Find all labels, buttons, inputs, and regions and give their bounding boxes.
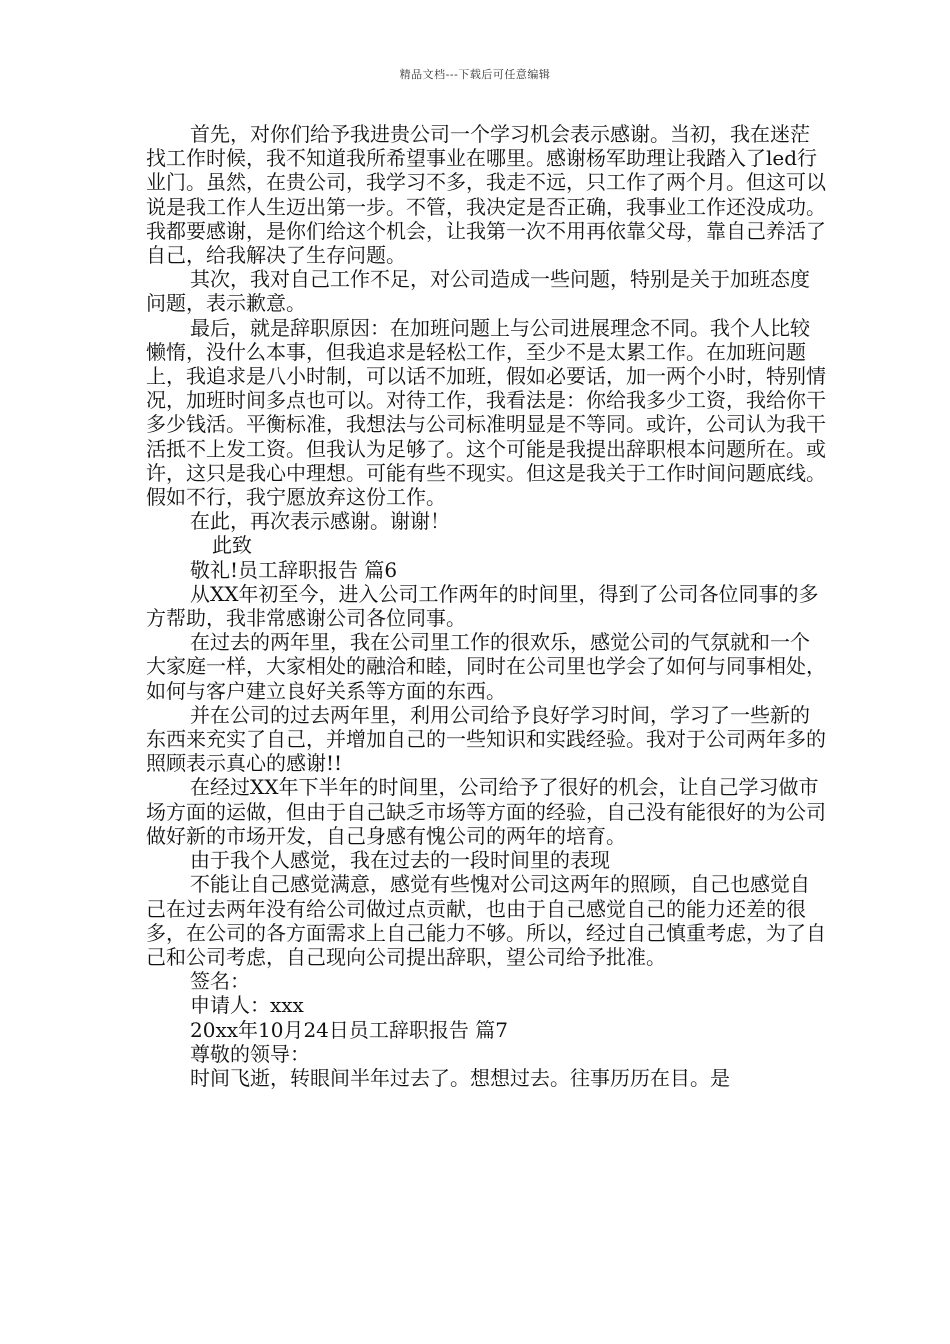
paragraph-intro: 从XX年初至今，进入公司工作两年的时间里，得到了公司各位同事的多方帮助，我非常感谢公司各位同事。 <box>146 581 819 631</box>
signature-label: 签名： <box>190 969 250 994</box>
paragraph-reason: 最后，就是辞职原因：在加班问题上与公司进展理念不同。我个人比较懒惰，没什么本事，但我追求是轻松工作，至少不是太累工作。在加班问题上，我追求是八小时制，可以话不加班，假如必要话，加一两个小时，特别情况，加班时间多点也可以。对待工作，我看法是：你给我多少工资，我给你干多少钱活。平衡标准，我想法与公司标准明显是不等同。或许，公司认为我干活抵不上发工资。但我认为足够了。这个可能是我提出辞职根本问题所在。或许，这只是我心中理想。可能有些不现实。但这是我关于工作时间问题底线。假如不行，我宁愿放弃这份工作。 <box>146 315 826 510</box>
greeting-line: 尊敬的领导： <box>190 1041 310 1066</box>
paragraph-thanks-again: 在此，再次表示感谢。谢谢！ <box>190 509 450 534</box>
paragraph-resignation-request: 不能让自己感觉满意，感觉有些愧对公司这两年的照顾，自己也感觉自己在过去两年没有给公司做过点贡献，也由于自己感觉自己的能力还差的很多，在公司的各方面需求上自己能力不够。所以，经过自己慎重考虑，为了自己和公司考虑，自己现向公司提出辞职，望公司给予批准。 <box>146 872 826 969</box>
paragraph-market: 在经过XX年下半年的时间里，公司给予了很好的机会，让自己学习做市场方面的运做，但由于自己缺乏市场等方面的经验，自己没有能很好的为公司做好新的市场开发，自己身感有愧公司的两年的培育。 <box>146 775 826 848</box>
paragraph-performance: 由于我个人感觉，我在过去的一段时间里的表现 <box>190 848 610 873</box>
paragraph-apology: 其次，我对自己工作不足，对公司造成一些问题，特别是关于加班态度问题，表示歉意。 <box>146 267 810 316</box>
document-body <box>146 122 826 1090</box>
closing-salutation: 此致 <box>212 533 252 558</box>
paragraph-thanks: 首先，对你们给予我进贵公司一个学习机会表示感谢。当初，我在迷茫找工作时候，我不知道我所希望事业在哪里。感谢杨军助理让我踏入了led行业门。虽然，在贵公司，我学习不多，我走不远，只工作了两个月。但这可以说是我工作人生迈出第一步。不管，我决定是否正确，我事业工作还没成功。我都要感谢，是你们给这个机会，让我第一次不用再依靠父母，靠自己养活了自己，给我解决了生存问题。 <box>146 122 826 268</box>
applicant-line: 申请人：xxx <box>190 993 304 1018</box>
paragraph-learning: 并在公司的过去两年里，利用公司给予良好学习时间，学习了一些新的东西来充实了自己，并增加自己的一些知识和实践经验。我对于公司两年多的照顾表示真心的感谢!! <box>146 702 826 776</box>
closing-regards-section-title: 敬礼!员工辞职报告 篇6 <box>190 557 398 582</box>
date-section-title: 20xx年10月24日员工辞职报告 篇7 <box>190 1017 508 1042</box>
page-header: 精品文档---下载后可任意编辑 <box>399 68 551 81</box>
paragraph-past-two-years: 在过去的两年里，我在公司里工作的很欢乐，感觉公司的气氛就和一个大家庭一样，大家相处的融洽和睦，同时在公司里也学会了如何与同事相处，如何与客户建立良好关系等方面的东西。 <box>146 630 826 703</box>
paragraph-time-flies: 时间飞逝，转眼间半年过去了。想想过去。往事历历在目。是 <box>190 1065 730 1090</box>
